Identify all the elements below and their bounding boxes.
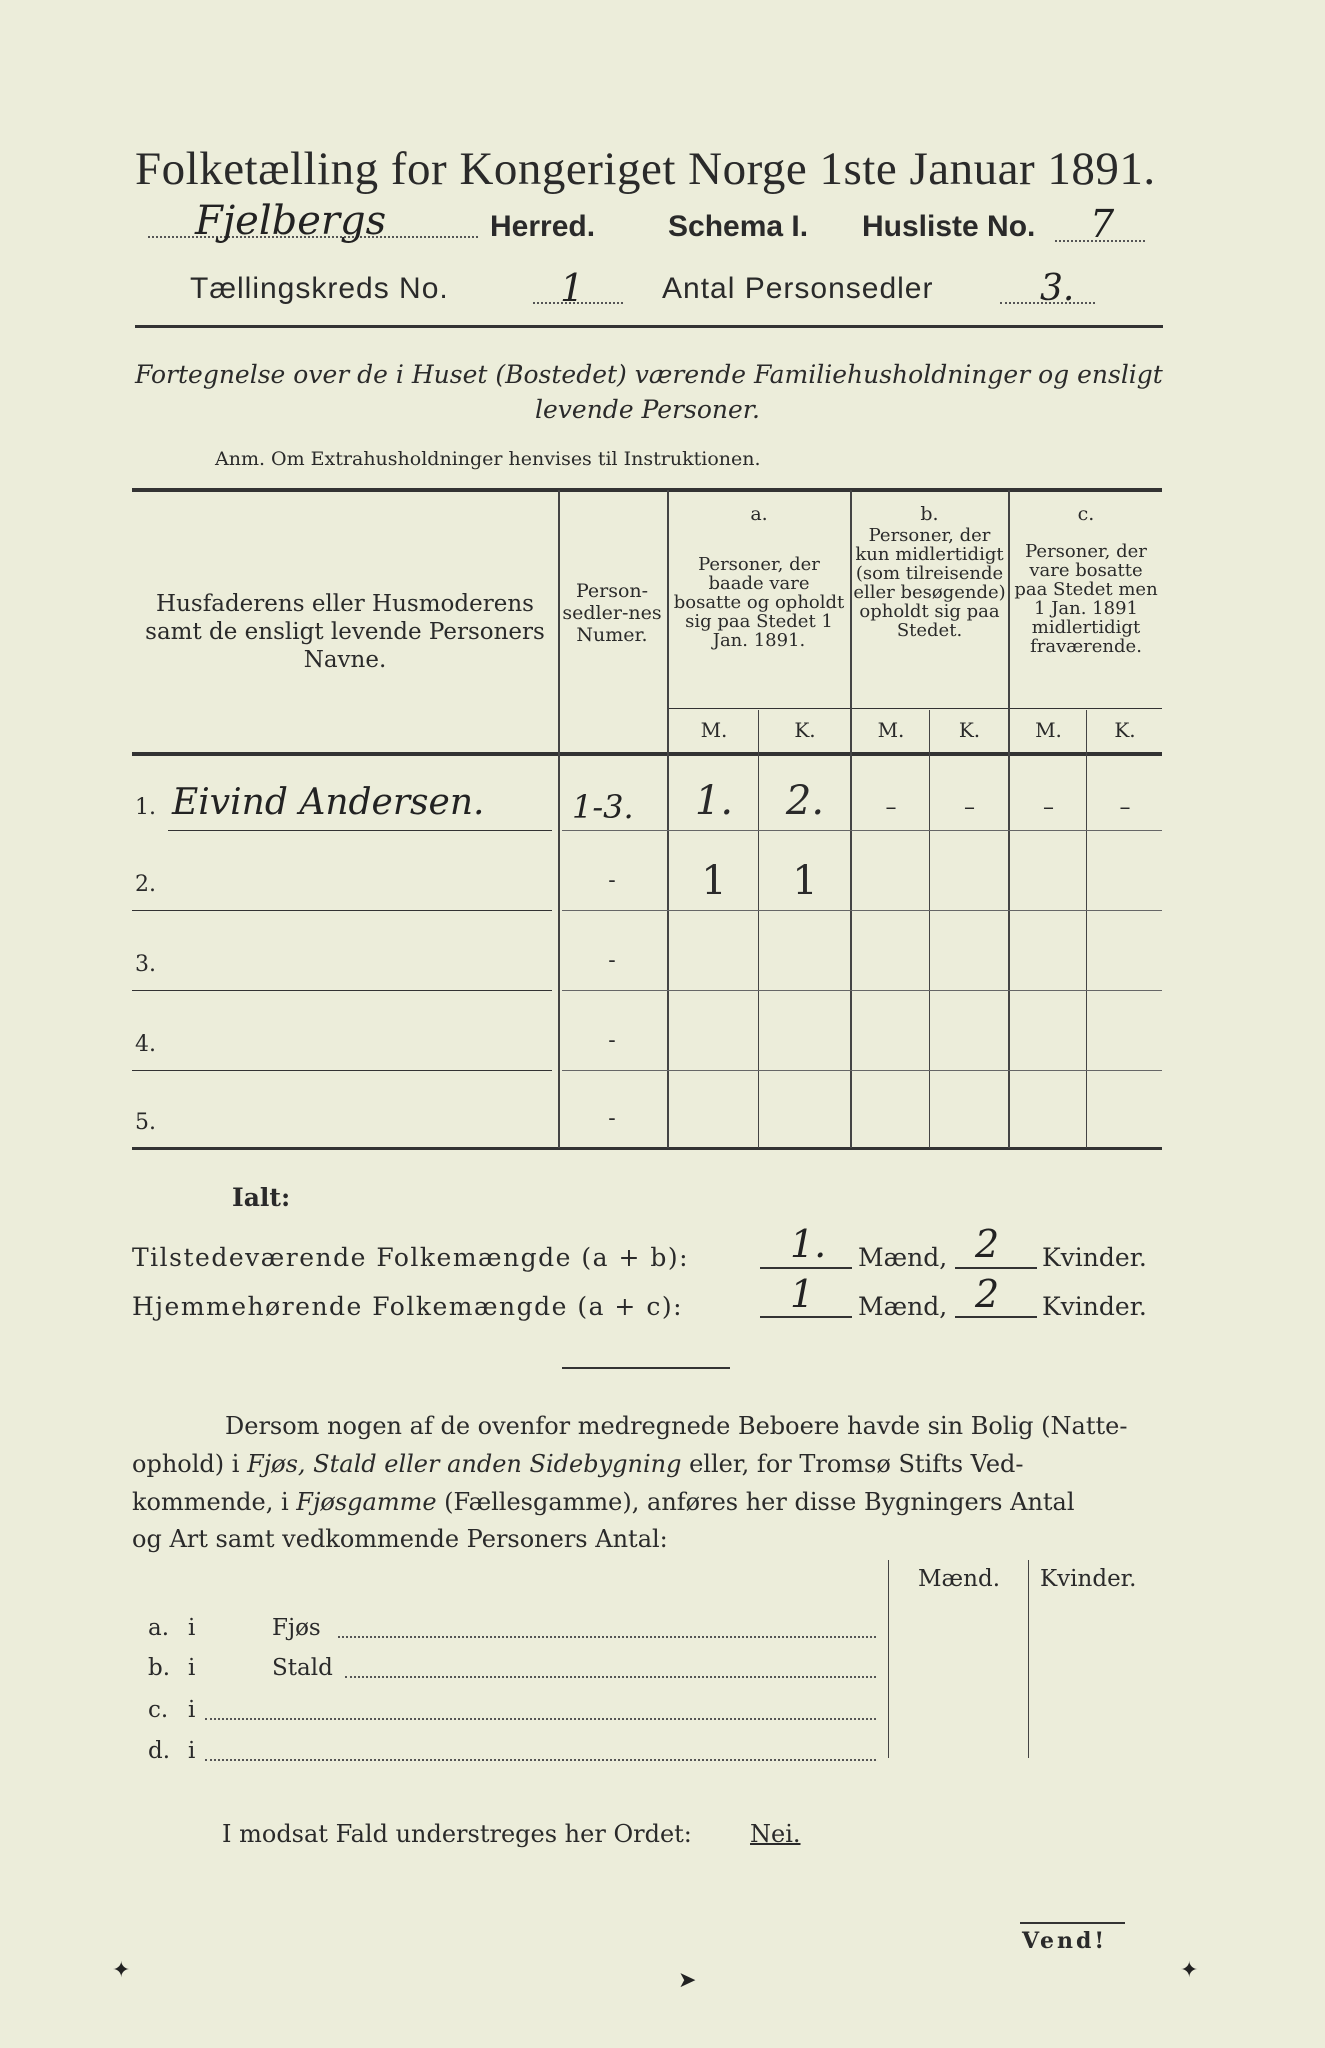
item-letter: d. [148, 1738, 171, 1764]
row-a-m: 1. [694, 778, 734, 824]
tilstede-maend: Mænd, [858, 1243, 948, 1272]
row-c-m: – [1043, 795, 1054, 820]
row-rule [168, 830, 552, 831]
row-number: 2. [135, 872, 156, 897]
tilstede-k-value: 2 [975, 1222, 1000, 1266]
kreds-label: Tællingskreds No. [190, 272, 449, 305]
row-numer: 1-3. [572, 788, 634, 826]
tilstede-m-underline [760, 1267, 852, 1269]
intro-line-2: levende Personer. [535, 395, 760, 424]
col-header-c: Personer, der vare bosatte paa Stedet men 1 Jan. 1891 midlertidigt fraværende. [1014, 541, 1158, 657]
row-numer: - [608, 868, 616, 893]
building-col-divider [888, 1560, 889, 1758]
col-c-k: K. [1114, 718, 1136, 742]
hjemme-m-underline [760, 1316, 852, 1318]
tilstede-m-value: 1. [790, 1222, 827, 1266]
nei-word: Nei. [750, 1820, 801, 1848]
ialt-label: Ialt: [232, 1183, 291, 1212]
col-header-b: Personer, der kun midlertidigt (som tilreisende eller besøgende) opholdt sig paa Stedet. [853, 525, 1006, 641]
col-divider [850, 490, 852, 1148]
binding-mark-icon: ➤ [678, 1968, 697, 1993]
col-header-a: Personer, der baade vare bosatte og opholdt sig paa Stedet 1 Jan. 1891. [673, 554, 845, 651]
row-rule [132, 990, 552, 991]
para-line-2 [132, 1450, 1024, 1478]
item-letter: b. [148, 1655, 171, 1681]
col-b-letter: b. [920, 503, 939, 525]
row-numer: - [608, 948, 616, 973]
row-number: 4. [135, 1032, 156, 1057]
husliste-value: 7 [1090, 202, 1115, 246]
intro-line-1: Fortegnelse over de i Huset (Bostedet) værende Familiehusholdninger og ensligt [135, 360, 1163, 389]
antal-value: 3. [1040, 268, 1075, 309]
row-rule [562, 910, 1162, 911]
row-a-m: 1 [701, 858, 727, 904]
herred-label: Herred. [490, 210, 596, 243]
hjemme-k-value: 2 [975, 1272, 1000, 1316]
item-dotted-line [205, 1718, 876, 1720]
vend-rule [1020, 1922, 1125, 1924]
col-a-letter: a. [750, 503, 768, 525]
hjemme-k-underline [955, 1316, 1037, 1318]
form-title: Folketælling for Kongeriget Norge 1ste Januar 1891. [135, 143, 1156, 195]
row-c-k: – [1119, 795, 1131, 820]
row-rule [132, 1070, 552, 1071]
para-text: kommende, i [132, 1488, 297, 1516]
para-text: (Fællesgamme), anføres her disse Bygningers Antal [436, 1488, 1075, 1516]
col-divider [1086, 710, 1087, 1148]
binding-mark-icon: ✦ [1180, 1958, 1199, 1983]
building-col-divider [1028, 1560, 1029, 1758]
row-rule [132, 910, 552, 911]
row-b-m: – [885, 795, 897, 820]
row-rule [562, 990, 1162, 991]
item-label: Fjøs [272, 1615, 321, 1641]
hjemme-maend: Mænd, [858, 1292, 948, 1321]
row-b-k: – [964, 795, 975, 820]
para-text: eller, for Tromsø Stifts Ved- [681, 1450, 1024, 1478]
kreds-value: 1 [560, 266, 585, 310]
item-i: i [188, 1615, 196, 1641]
row-number: 1. [135, 795, 156, 820]
binding-mark-icon: ✦ [112, 1958, 131, 1983]
row-name: Eivind Andersen. [172, 782, 485, 823]
hjemme-m-value: 1 [790, 1272, 815, 1316]
modsat-text: I modsat Fald understreges her Ordet: [222, 1820, 692, 1848]
separator-rule [562, 1367, 730, 1369]
antal-label: Antal Personsedler [662, 272, 934, 305]
building-maend-head: Mænd. [918, 1566, 1001, 1592]
item-i: i [188, 1655, 196, 1681]
col-divider [929, 710, 930, 1148]
para-text-italic: Fjøs, Stald eller anden Sidebygning [247, 1450, 682, 1478]
building-kvinder-head: Kvinder. [1040, 1566, 1137, 1592]
para-line-4: og Art samt vedkommende Personers Antal: [132, 1525, 668, 1553]
col-divider [758, 710, 759, 1148]
col-divider [1008, 490, 1010, 1148]
tilstede-kvinder: Kvinder. [1042, 1243, 1147, 1272]
item-letter: c. [148, 1697, 169, 1723]
para-text-italic: Fjøsgamme [296, 1488, 437, 1516]
para-line-3 [132, 1488, 1075, 1516]
col-b-k: K. [958, 718, 981, 742]
col-divider [667, 490, 669, 1148]
para-text: ophold) i [132, 1450, 248, 1478]
col-c-m: M. [1035, 718, 1062, 742]
col-a-k: K. [794, 718, 816, 742]
col-divider [558, 490, 560, 1148]
item-letter: a. [148, 1615, 170, 1641]
row-rule [562, 1070, 1162, 1071]
row-a-k: 2. [785, 778, 825, 824]
row-rule [562, 830, 1162, 831]
col-header-numer: Person-sedler-nes Numer. [562, 580, 662, 646]
row-number: 3. [135, 952, 156, 977]
hjemme-kvinder: Kvinder. [1042, 1292, 1147, 1321]
tilstede-k-underline [955, 1267, 1037, 1269]
row-numer: - [608, 1106, 616, 1131]
tilstede-label: Tilstedeværende Folkemængde (a + b): [132, 1243, 690, 1272]
hjemme-label: Hjemmehørende Folkemængde (a + c): [132, 1292, 683, 1321]
row-a-k: 1 [792, 858, 818, 904]
item-label: Stald [272, 1655, 333, 1681]
item-i: i [188, 1697, 196, 1723]
husliste-label: Husliste No. [862, 210, 1036, 243]
row-number: 5. [135, 1110, 156, 1135]
col-c-letter: c. [1077, 503, 1095, 525]
row-numer: - [608, 1028, 616, 1053]
herred-value: Fjelbergs [195, 198, 387, 244]
para-line-1: Dersom nogen af de ovenfor medregnede Beboere havde sin Bolig (Natte- [225, 1412, 1128, 1440]
header-rule [135, 325, 1163, 328]
schema-label: Schema I. [668, 210, 809, 243]
vend-label: Vend! [1022, 1928, 1108, 1954]
mk-rule [668, 708, 1162, 709]
item-dotted-line [205, 1759, 876, 1761]
anm-note: Anm. Om Extrahusholdninger henvises til Instruktionen. [215, 448, 761, 470]
item-i: i [188, 1738, 196, 1764]
item-dotted-line [345, 1676, 876, 1678]
col-header-names: Husfaderens eller Husmoderens samt de ensligt levende Personers Navne. [145, 591, 545, 673]
col-a-m: M. [700, 718, 728, 742]
item-dotted-line [338, 1636, 876, 1638]
col-b-m: M. [877, 718, 905, 742]
